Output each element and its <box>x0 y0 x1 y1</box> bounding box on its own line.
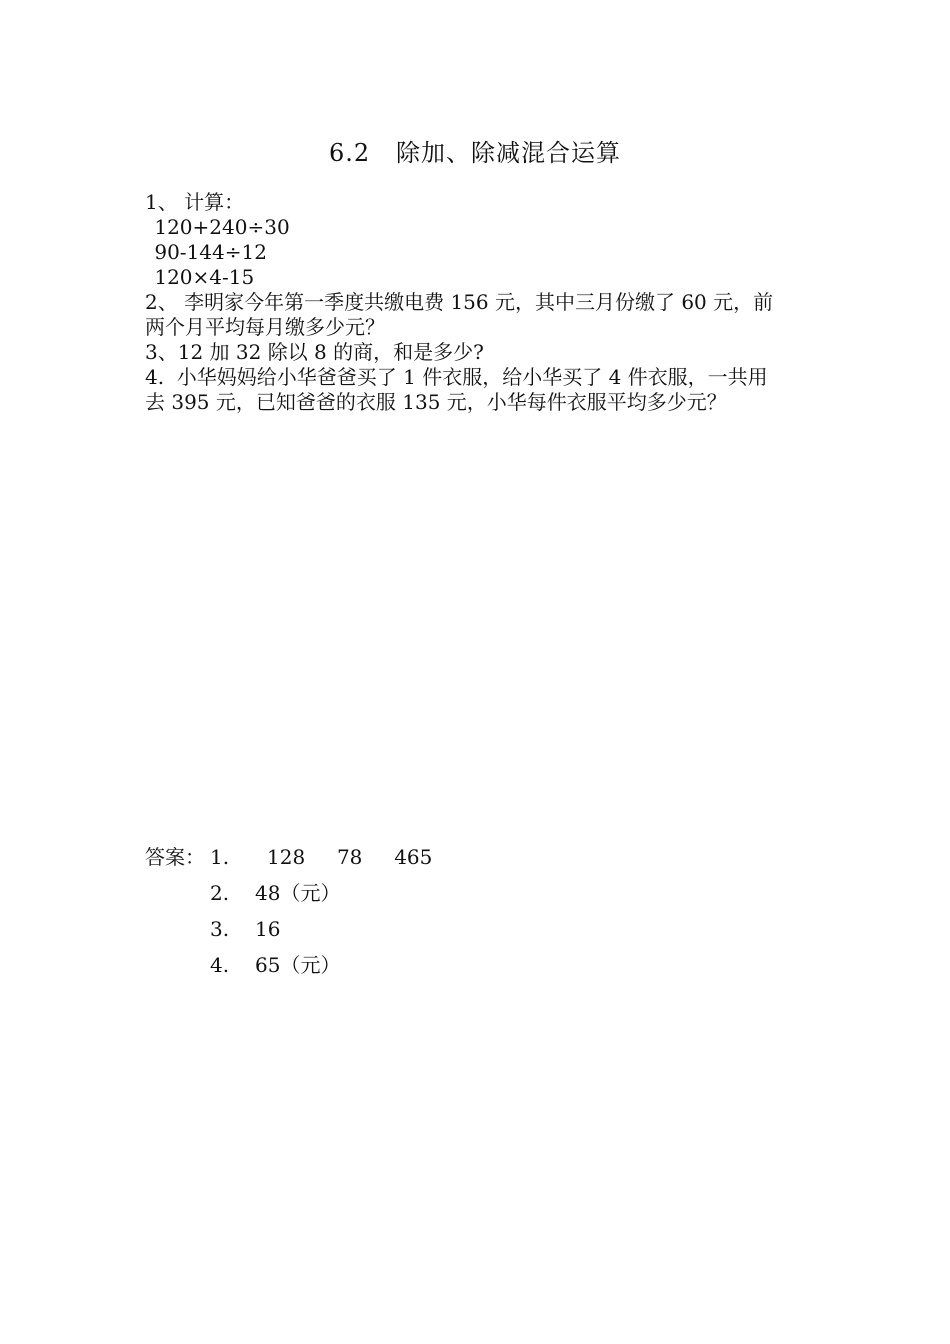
answer-number: 4. <box>210 953 230 977</box>
answer-row-1 <box>145 845 545 869</box>
answer-row-2 <box>145 881 545 905</box>
question-1-expression-b: 90-144÷12 <box>148 240 267 264</box>
answer-value: 48（元） <box>255 881 341 905</box>
answer-row-3 <box>145 917 545 941</box>
question-1-heading: 1、 计算： <box>145 190 245 214</box>
answer-value: 65（元） <box>255 953 341 977</box>
question-2-line-2: 两个月平均每月缴多少元？ <box>145 315 385 339</box>
question-4-line-1: 4. 小华妈妈给小华爸爸买了 1 件衣服，给小华买了 4 件衣服，一共用 <box>145 365 768 389</box>
answer-number: 2. <box>210 881 230 905</box>
answer-row-4 <box>145 953 545 977</box>
question-1-expression-c: 120×4-15 <box>148 265 255 289</box>
page-title: 6.2 除加、除减混合运算 <box>328 139 622 167</box>
question-2-line-1: 2、 李明家今年第一季度共缴电费 156 元，其中三月份缴了 60 元，前 <box>145 290 774 314</box>
answer-label: 答案： <box>145 845 205 869</box>
answer-value: 16 <box>255 917 281 941</box>
answer-value: 128 78 465 <box>267 845 433 869</box>
answer-number: 1. <box>210 845 230 869</box>
question-1-expression-a: 120+240÷30 <box>148 215 290 239</box>
answer-number: 3. <box>210 917 230 941</box>
question-4-line-2: 去 395 元，已知爸爸的衣服 135 元，小华每件衣服平均多少元？ <box>145 390 727 414</box>
question-3: 3、12 加 32 除以 8 的商，和是多少? <box>145 340 484 364</box>
